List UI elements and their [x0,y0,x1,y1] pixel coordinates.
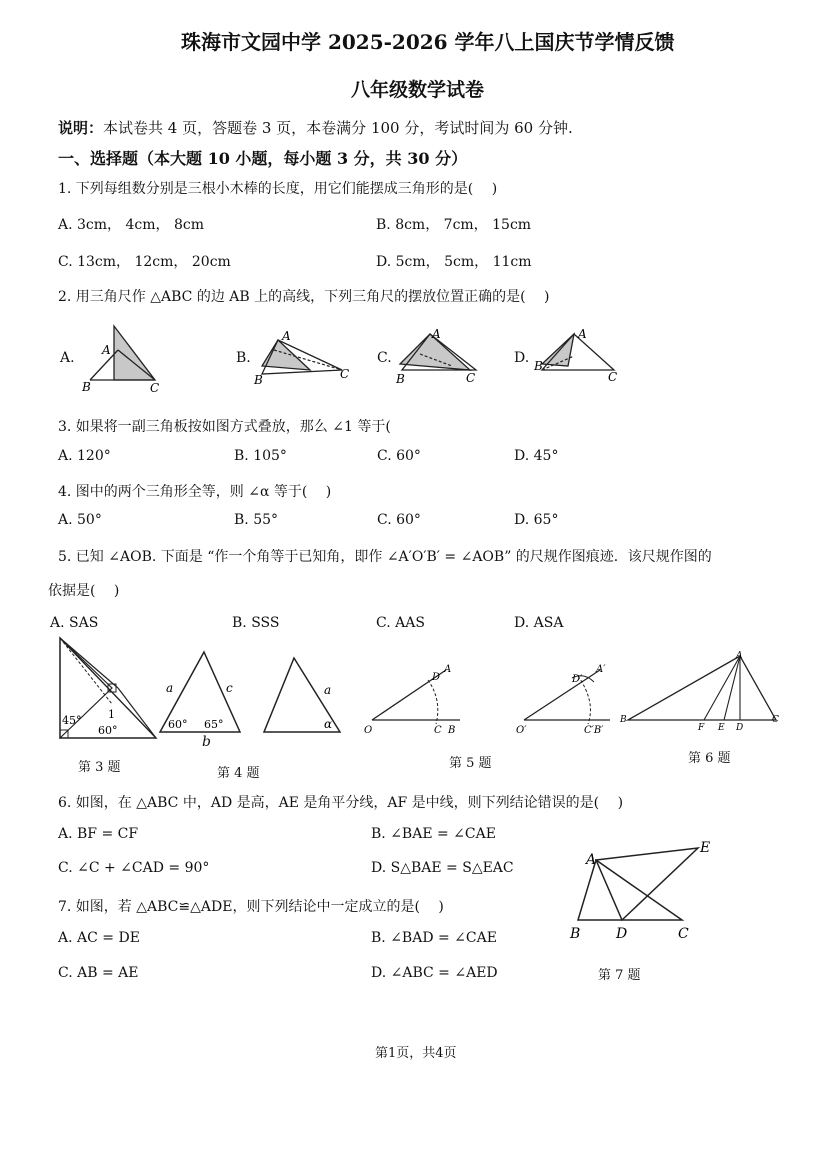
q2-option-a: A. [60,350,75,366]
q4-stem: 4. 图中的两个三角形全等，则 ∠α 等于( ) [58,484,332,500]
figure-6-caption: 第 6 题 [688,751,731,766]
svg-text:C: C [772,715,779,725]
q4-option-a: A. 50° [58,512,102,528]
svg-text:O′: O′ [516,725,527,736]
svg-text:A: A [444,664,452,675]
q6-option-d: D. S△BAE = S△EAC [371,860,514,876]
svg-text:c: c [226,681,233,695]
svg-text:A: A [586,852,597,868]
q2-option-b: B. [236,350,251,366]
q6-option-a: A. BF = CF [58,826,139,842]
svg-text:A: A [736,651,743,661]
section-heading: 一、选择题（本大题 10 小题，每小题 3 分，共 30 分） [58,149,468,168]
exam-subtitle: 八年级数学试卷 [351,79,485,101]
svg-text:C: C [340,367,350,381]
q2-figure-c [394,326,490,390]
page-footer: 第1页，共4页 [375,1046,457,1061]
svg-text:C: C [678,926,689,942]
svg-text:F: F [698,723,705,733]
q7-option-a: A. AC = DE [58,930,140,946]
figure-5-angle-aob [362,660,472,738]
note-text: 本试卷共 4 页，答题卷 3 页，本卷满分 100 分，考试时间为 60 分钟. [103,119,573,137]
figure-3-set-squares [52,632,162,746]
svg-text:B: B [396,372,405,386]
q7-option-c: C. AB = AE [58,965,139,981]
q1-option-b: B. 8cm， 7cm， 15cm [376,217,532,233]
q7-option-d: D. ∠ABC = ∠AED [371,965,498,981]
figure-4-triangle-right [260,654,350,742]
svg-text:B: B [82,380,91,394]
svg-text:60°: 60° [98,724,118,737]
q5-stem-2: 依据是( ) [48,583,120,599]
exam-title: 珠海市文园中学 2025-2026 学年八上国庆节学情反馈 [181,30,675,54]
svg-text:E: E [700,840,711,856]
svg-text:A: A [282,329,291,343]
figure-5-angle-copy [510,660,620,738]
note-label: 说明： [58,119,104,137]
q7-option-b: B. ∠BAD = ∠CAE [371,930,497,946]
q1-option-c: C. 13cm， 12cm， 20cm [58,254,231,270]
exam-note [58,117,573,138]
q3-option-c: C. 60° [377,448,421,464]
q3-option-a: A. 120° [58,448,111,464]
q4-option-c: C. 60° [377,512,421,528]
q3-option-b: B. 105° [234,448,287,464]
q4-option-b: B. 55° [234,512,279,528]
q2-figure-d [532,326,628,390]
figure-4-side-b: b [202,734,211,750]
q3-stem: 3. 如果将一副三角板按如图方式叠放，那么 ∠1 等于( [58,419,391,435]
figure-7-caption: 第 7 题 [598,968,641,983]
figure-4-caption: 第 4 题 [217,766,260,781]
q5-option-a: A. SAS [50,615,99,631]
figure-4-triangle-left [152,648,257,740]
svg-text:A: A [432,327,441,341]
svg-text:65°: 65° [204,718,224,731]
q4-option-d: D. 65° [514,512,559,528]
svg-text:B: B [534,359,543,373]
svg-text:D: D [616,926,628,942]
figure-3-caption: 第 3 题 [78,760,121,775]
svg-text:C: C [466,371,476,385]
q3-option-d: D. 45° [514,448,559,464]
svg-text:A: A [578,327,587,341]
svg-text:B: B [254,373,263,387]
figure-7-congruent-triangles [566,838,722,946]
q2-stem: 2. 用三角尺作 △ABC 的边 AB 上的高线，下列三角尺的摆放位置正确的是( ) [58,289,550,305]
svg-text:B: B [620,715,627,725]
svg-text:B: B [570,926,581,942]
svg-text:α: α [324,717,333,731]
q7-stem: 7. 如图，若 △ABC≌△ADE，则下列结论中一定成立的是( ) [58,899,444,915]
svg-text:D: D [736,723,744,733]
svg-text:C: C [608,370,618,384]
figure-5-caption: 第 5 题 [449,756,492,771]
svg-text:C: C [150,381,160,395]
figure-6-triangle-abc [616,650,786,734]
q2-option-c: C. [377,350,392,366]
q6-option-c: C. ∠C + ∠CAD = 90° [58,860,210,876]
q2-figure-b [252,326,352,390]
svg-text:A′: A′ [596,664,606,675]
q5-option-b: B. SSS [232,615,280,631]
svg-text:C′B′: C′B′ [584,725,604,736]
q5-option-d: D. ASA [514,615,564,631]
q1-option-d: D. 5cm， 5cm， 11cm [376,254,532,270]
svg-text:45°: 45° [62,714,82,727]
svg-text:C: C [434,725,442,736]
q2-figure-a [80,318,170,396]
q1-option-a: A. 3cm， 4cm， 8cm [58,217,204,233]
svg-text:1: 1 [108,708,115,721]
svg-text:O: O [364,725,373,736]
q2-option-d: D. [514,350,530,366]
q5-stem: 5. 已知 ∠AOB. 下面是 “作一个角等于已知角，即作 ∠A′O′B′ = ∠AOB” 的尺规作图痕迹．该尺规作图的 [58,549,712,565]
svg-text:60°: 60° [168,718,188,731]
q1-stem: 1. 下列每组数分别是三根小木棒的长度，用它们能摆成三角形的是( ) [58,181,498,197]
svg-text:E: E [718,723,725,733]
q6-stem: 6. 如图，在 △ABC 中，AD 是高，AE 是角平分线，AF 是中线，则下列结论错误的是( ) [58,795,624,811]
svg-text:A: A [102,343,111,357]
q5-option-c: C. AAS [376,615,425,631]
svg-text:a: a [166,681,174,695]
svg-text:B: B [448,725,456,736]
q6-option-b: B. ∠BAE = ∠CAE [371,826,496,842]
svg-text:D′: D′ [572,674,583,685]
svg-text:D: D [432,672,441,683]
svg-text:a: a [324,683,332,697]
